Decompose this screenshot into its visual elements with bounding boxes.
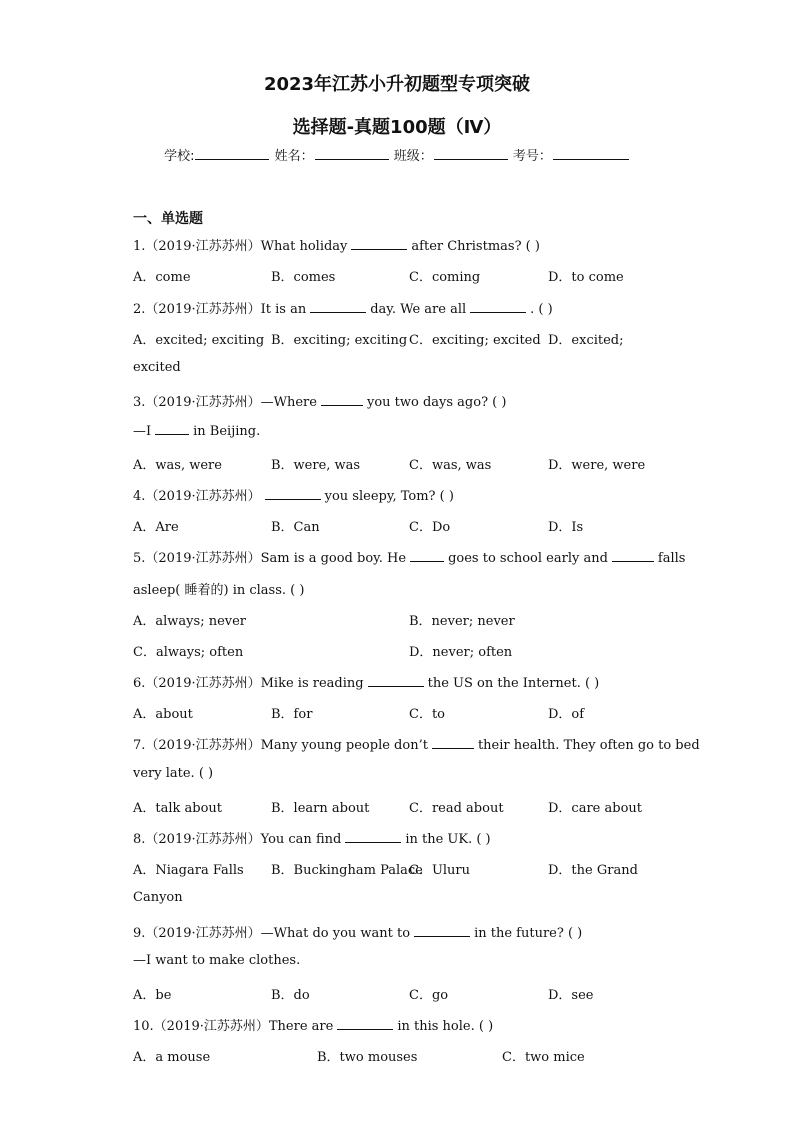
option-8c[interactable]: C．Uluru [409,863,471,878]
class-label: 班级： [393,149,433,164]
option-5c[interactable]: C．always; often [133,645,244,660]
option-4d[interactable]: D．Is [548,520,584,535]
question-6 [133,672,599,691]
question-2 [133,298,553,317]
option-9b[interactable]: B．do [271,988,310,1003]
answer-blank [310,300,366,313]
answer-blank [265,487,321,500]
question-6-rest: the US on the Internet. ( ) [427,676,600,691]
question-5-rest: falls [657,551,686,566]
question-4-rest: you sleepy, Tom? ( ) [324,489,454,504]
question-3-rest: you two days ago? ( ) [366,395,507,410]
question-5-line-2: asleep( 睡着的) in class. ( ) [133,583,305,598]
answer-blank [612,549,654,562]
exam-no-label: 考号： [512,149,552,164]
option-9d[interactable]: D．see [548,988,594,1003]
option-6a[interactable]: A．about [133,707,193,722]
class-blank[interactable] [434,146,508,160]
option-9a[interactable]: A．be [133,988,172,1003]
answer-blank [470,300,526,313]
answer-blank [337,1017,393,1030]
question-5-mid: goes to school early and [448,551,608,566]
option-3c[interactable]: C．was, was [409,458,492,473]
answer-blank [351,237,407,250]
option-2d-continued: excited [133,360,181,375]
question-3-prefix: 3.（2019·江苏苏州）—Where [133,395,317,410]
question-1 [133,235,540,254]
option-10c[interactable]: C．two mice [502,1050,585,1065]
option-10a[interactable]: A．a mouse [133,1050,211,1065]
option-2b[interactable]: B．exciting; exciting [271,333,408,348]
question-1-prefix: 1.（2019·江苏苏州）What holiday [133,239,348,254]
option-4c[interactable]: C．Do [409,520,451,535]
question-1-rest: after Christmas? ( ) [411,239,540,254]
option-3d[interactable]: D．were, were [548,458,646,473]
student-info-row [0,145,794,164]
option-1b[interactable]: B．comes [271,270,336,285]
option-7c[interactable]: C．read about [409,801,504,816]
exam-no-blank[interactable] [553,146,629,160]
question-9-rest: in the future? ( ) [474,926,583,941]
question-8 [133,828,491,847]
option-1a[interactable]: A．come [133,270,191,285]
option-8a[interactable]: A．Niagara Falls [133,863,244,878]
option-8d[interactable]: D．the Grand [548,863,638,878]
title-line-1: 2023年江苏小升初题型专项突破 [263,74,531,95]
option-4a[interactable]: A．Are [133,520,179,535]
option-6c[interactable]: C．to [409,707,445,722]
option-1d[interactable]: D．to come [548,270,624,285]
option-2c[interactable]: C．exciting; excited [409,333,541,348]
option-6d[interactable]: D．of [548,707,585,722]
question-10-prefix: 10.（2019·江苏苏州）There are [133,1019,334,1034]
question-3-line-2 [133,422,260,439]
option-3b[interactable]: B．were, was [271,458,361,473]
name-label: 姓名： [274,149,314,164]
section-title: 一、单选题 [133,211,203,227]
answer-blank [414,924,470,937]
option-1c[interactable]: C．coming [409,270,481,285]
question-3-line2-prefix: —I [133,424,152,439]
question-6-prefix: 6.（2019·江苏苏州）Mike is reading [133,676,364,691]
answer-blank [410,549,444,562]
option-10b[interactable]: B．two mouses [317,1050,418,1065]
option-8d-continued: Canyon [133,890,183,905]
option-9c[interactable]: C．go [409,988,449,1003]
answer-blank [432,736,474,749]
question-9 [133,922,582,941]
answer-blank [321,393,363,406]
answer-blank [368,674,424,687]
option-2d[interactable]: D．excited; [548,333,624,348]
option-5d[interactable]: D．never; often [409,645,513,660]
question-3 [133,391,506,410]
question-8-rest: in the UK. ( ) [405,832,491,847]
question-9-line-2: —I want to make clothes. [133,953,301,968]
option-7b[interactable]: B．learn about [271,801,370,816]
question-8-prefix: 8.（2019·江苏苏州）You can find [133,832,342,847]
question-2-rest: . ( ) [530,302,553,317]
option-5b[interactable]: B．never; never [409,614,515,629]
option-7d[interactable]: D．care about [548,801,642,816]
question-5 [133,547,685,566]
question-2-prefix: 2.（2019·江苏苏州）It is an [133,302,307,317]
name-blank[interactable] [315,146,389,160]
question-10-rest: in this hole. ( ) [397,1019,494,1034]
option-8b[interactable]: B．Buckingham Palace [271,863,423,878]
question-9-prefix: 9.（2019·江苏苏州）—What do you want to [133,926,411,941]
question-4 [133,485,454,504]
question-10 [133,1015,493,1034]
question-3-line2-rest: in Beijing. [193,424,261,439]
question-7-rest: their health. They often go to bed [477,738,700,753]
option-7a[interactable]: A．talk about [133,801,223,816]
answer-blank [155,422,189,435]
question-7 [133,734,700,753]
option-4b[interactable]: B．Can [271,520,320,535]
option-5a[interactable]: A．always; never [133,614,247,629]
option-6b[interactable]: B．for [271,707,313,722]
title-line-2: 选择题-真题100题（Ⅳ） [292,117,502,138]
option-3a[interactable]: A．was, were [133,458,222,473]
question-4-prefix: 4.（2019·江苏苏州） [133,489,261,504]
school-label: 学校: [164,149,195,164]
question-7-line-2: very late. ( ) [133,766,214,781]
question-5-prefix: 5.（2019·江苏苏州）Sam is a good boy. He [133,551,407,566]
question-7-prefix: 7.（2019·江苏苏州）Many young people don’t [133,738,428,753]
answer-blank [345,830,401,843]
school-blank[interactable] [195,146,269,160]
option-2a[interactable]: A．excited; exciting [133,333,265,348]
question-2-mid: day. We are all [370,302,467,317]
